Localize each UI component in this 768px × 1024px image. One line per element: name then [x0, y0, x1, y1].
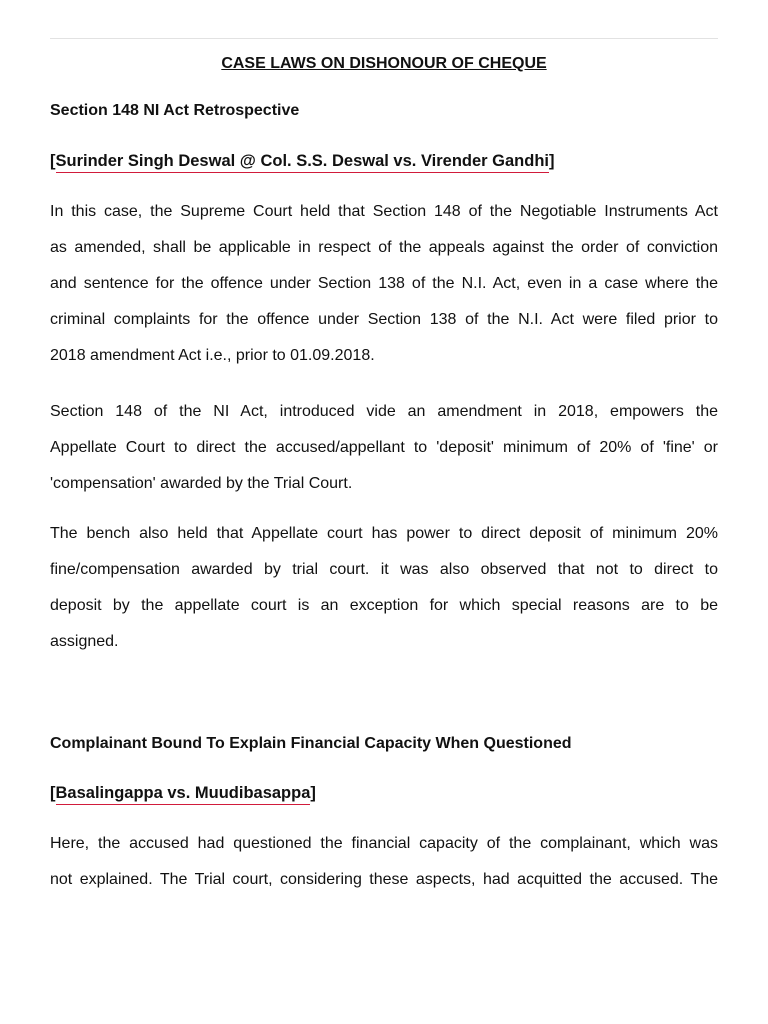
top-divider	[50, 38, 718, 39]
paragraph-line: as amended, shall be applicable in respect of the appeals against the order of conviction	[50, 239, 718, 256]
case-name-2: Basalingappa vs. Muudibasappa	[56, 784, 311, 805]
paragraph-line: and sentence for the offence under Section 138 of the N.I. Act, even in a case where the	[50, 275, 718, 292]
paragraph-line: not explained. The Trial court, considering these aspects, had acquitted the accused. The	[50, 871, 718, 888]
section-heading-1: Section 148 NI Act Retrospective	[50, 102, 300, 119]
section-heading-2: Complainant Bound To Explain Financial Capacity When Questioned	[50, 735, 572, 752]
paragraph-line: Appellate Court to direct the accused/appellant to 'deposit' minimum of 20% of 'fine' or	[50, 439, 718, 456]
document-title: CASE LAWS ON DISHONOUR OF CHEQUE	[221, 55, 547, 72]
paragraph-line: In this case, the Supreme Court held that Section 148 of the Negotiable Instruments Act	[50, 203, 718, 220]
case-name-1: Surinder Singh Deswal @ Col. S.S. Deswal vs. Virender Gandhi	[56, 152, 550, 173]
paragraph-line: 'compensation' awarded by the Trial Court.	[50, 475, 353, 492]
paragraph-3	[50, 516, 718, 660]
paragraph-4	[50, 826, 718, 898]
paragraph-1	[50, 194, 718, 374]
paragraph-line: fine/compensation awarded by trial court. it was also observed that not to direct to	[50, 561, 718, 578]
case-citation-2: [Basalingappa vs. Muudibasappa]	[50, 784, 316, 803]
paragraph-line: 2018 amendment Act i.e., prior to 01.09.2018.	[50, 347, 375, 364]
paragraph-line: Here, the accused had questioned the financial capacity of the complainant, which was	[50, 835, 718, 852]
paragraph-line: deposit by the appellate court is an exception for which special reasons are to be	[50, 597, 718, 614]
paragraph-line: Section 148 of the NI Act, introduced vide an amendment in 2018, empowers the	[50, 403, 718, 420]
paragraph-line: criminal complaints for the offence under Section 138 of the N.I. Act were filed prior to	[50, 311, 718, 328]
paragraph-2	[50, 394, 718, 502]
case-citation-1: [Surinder Singh Deswal @ Col. S.S. Deswal vs. Virender Gandhi]	[50, 152, 555, 171]
paragraph-line: assigned.	[50, 633, 119, 650]
paragraph-line: The bench also held that Appellate court has power to direct deposit of minimum 20%	[50, 525, 718, 542]
